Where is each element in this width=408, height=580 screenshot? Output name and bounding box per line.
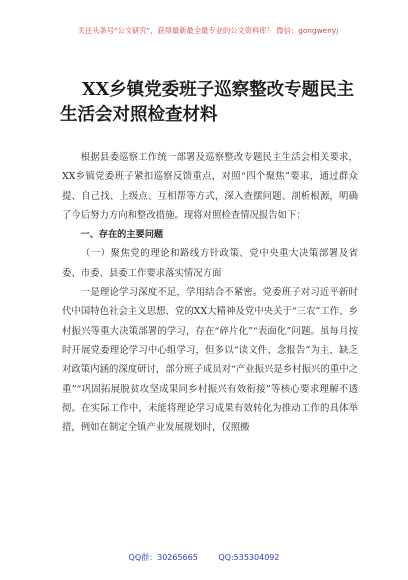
footer-qq-group: QQ群：30265665	[128, 553, 198, 562]
document-title	[60, 78, 360, 128]
section-heading: 一、存在的主要问题	[80, 229, 164, 241]
title-line-1: XX乡镇党委班子巡察整改专题民主	[82, 80, 355, 100]
title-line-2: 生活会对照检查材料	[60, 105, 218, 125]
subsection-heading: （一）聚焦党的理论和路线方针政策、党中央重大决策部署及省委、市委、县委工作要求落实情况方面	[62, 248, 358, 279]
header-note: 关注头条号"公文研究"，获得最新最全最专业的公文资料库！ 微信：gongwenyj	[77, 26, 339, 35]
intro-paragraph: 根据县委巡察工作统一部署及巡察整改专题民主生活会相关要求，XX乡镇党委班子紧扣巡察反馈重点，对照“四个聚焦”要求，通过群众提、自己找、上级点、互相帮等方式，深入查摆问题、剖析根源，明确了今后努力方向和整改措施。现将对照检查情况报告如下：	[62, 152, 358, 221]
footer-contact	[0, 552, 408, 563]
body-paragraph: 一是理论学习深度不足，学用结合不紧密。党委班子对习近平新时代中国特色社会主义思想、党的XX大精神及党中央关于“三农”工作、乡村振兴等重大决策部署的学习，存在“碎片化”“表面化”问题。虽每月按时开展党委理论学习中心组学习，但多以“读文件、念报告”为主，缺乏对政策内涵的深度研讨，部分班子成员对“产业振兴是乡村振兴的重中之重”“巩固拓展脱贫攻坚成果同乡村振兴有效衔接”等核心要求理解不透彻。在实际工作中，未能将理论学习成果有效转化为推动工作的具体举措，例如在制定全镇产业发展规划时，仅照搬	[62, 287, 358, 434]
document-body	[62, 148, 358, 437]
footer-qq: QQ:535304092	[218, 553, 280, 562]
